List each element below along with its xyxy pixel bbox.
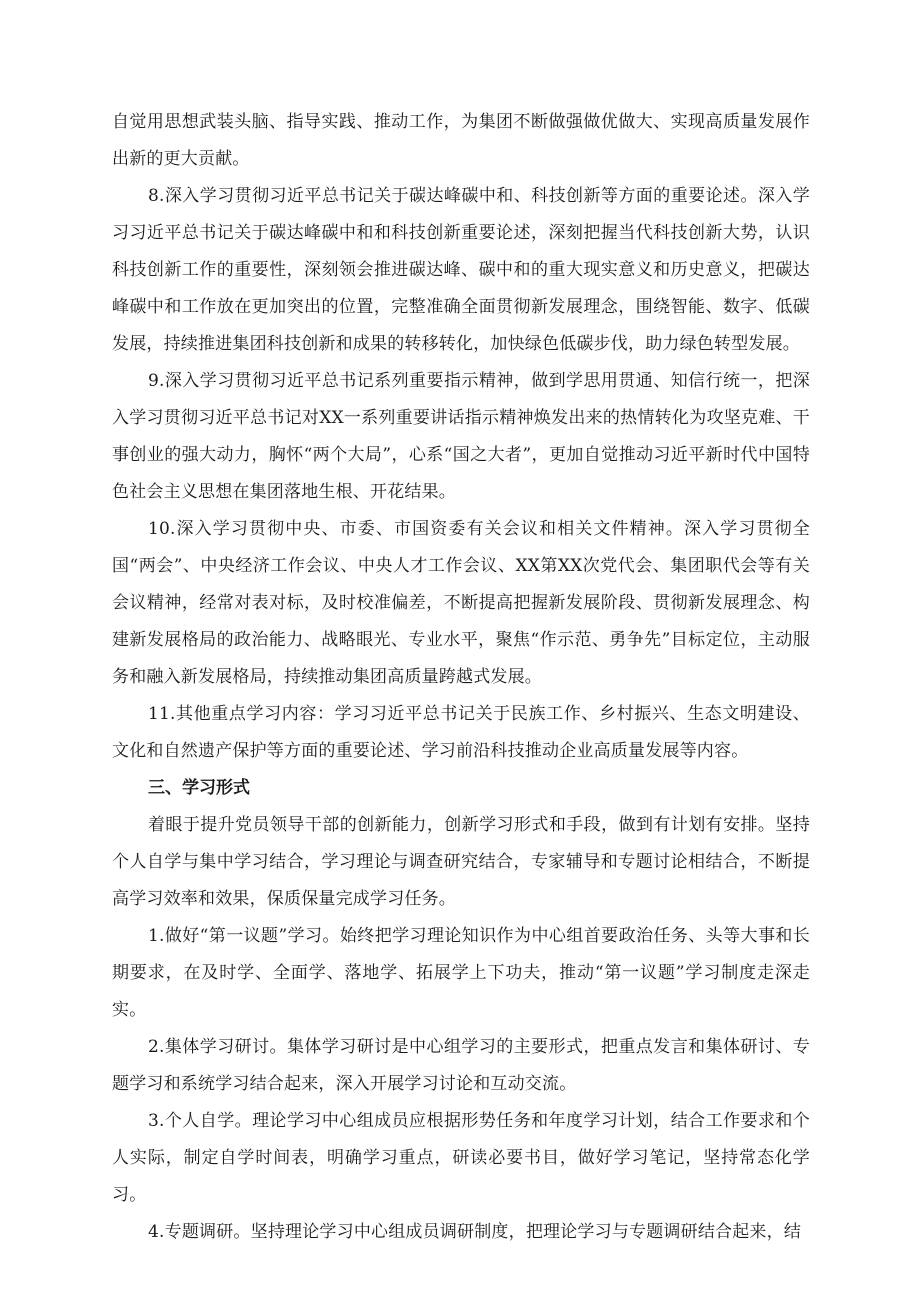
document-page bbox=[112, 104, 810, 1251]
paragraph-item-11: 11.其他重点学习内容：学习习近平总书记关于民族工作、乡村振兴、生态文明建设、文化和自然遗产保护等方面的重要论述、学习前沿科技推动企业高质量发展等内容。 bbox=[112, 704, 810, 761]
paragraph-item-9: 9.深入学习贯彻习近平总书记系列重要指示精神，做到学思用贯通、知信行统一，把深入学习贯彻习近平总书记对XX一系列重要讲话指示精神焕发出来的热情转化为攻坚克难、干事创业的强大动力，胸怀“两个大局”，心系“国之大者”，更加自觉推动习近平新时代中国特色社会主义思想在集团落地生根、开花结果。 bbox=[112, 371, 810, 502]
paragraph-item-8: 8.深入学习贯彻习近平总书记关于碳达峰碳中和、科技创新等方面的重要论述。深入学习习近平总书记关于碳达峰碳中和和科技创新重要论述，深刻把握当代科技创新大势，认识科技创新工作的重要性，深刻领会推进碳达峰、碳中和的重大现实意义和历史意义，把碳达峰碳中和工作放在更加突出的位置，完整准确全面贯彻新发展理念，围绕智能、数字、低碳发展，持续推进集团科技创新和成果的转移转化，加快绿色低碳步伐，助力绿色转型发展。 bbox=[112, 186, 810, 354]
paragraph-item-10: 10.深入学习贯彻中央、市委、市国资委有关会议和相关文件精神。深入学习贯彻全国“两会”、中央经济工作会议、中央人才工作会议、XX第XX次党代会、集团职代会等有关会议精神，经常对表对标，及时校准偏差，不断提高把握新发展阶段、贯彻新发展理念、构建新发展格局的政治能力、战略眼光、专业水平，聚焦“作示范、勇争先”目标定位，主动服务和融入新发展格局，持续推动集团高质量跨越式发展。 bbox=[112, 519, 810, 687]
section-intro-paragraph: 着眼于提升党员领导干部的创新能力，创新学习形式和手段，做到有计划有安排。坚持个人自学与集中学习结合，学习理论与调查研究结合，专家辅导和专题讨论相结合，不断提高学习效率和效果，保质保量完成学习任务。 bbox=[112, 815, 810, 909]
paragraph-continuation: 自觉用思想武装头脑、指导实践、推动工作，为集团不断做强做优做大、实现高质量发展作出新的更大贡献。 bbox=[112, 112, 810, 169]
section-item-1: 1.做好“第一议题”学习。始终把学习理论知识作为中心组首要政治任务、头等大事和长期要求，在及时学、全面学、落地学、拓展学上下功夫，推动“第一议题”学习制度走深走实。 bbox=[112, 926, 810, 1020]
section-item-3: 3.个人自学。理论学习中心组成员应根据形势任务和年度学习计划，结合工作要求和个人实际，制定自学时间表，明确学习重点，研读必要书目，做好学习笔记，坚持常态化学习。 bbox=[112, 1111, 810, 1205]
section-item-2: 2.集体学习研讨。集体学习研讨是中心组学习的主要形式，把重点发言和集体研讨、专题学习和系统学习结合起来，深入开展学习讨论和互动交流。 bbox=[112, 1037, 810, 1094]
section-heading: 三、学习形式 bbox=[148, 778, 250, 798]
section-item-4: 4.专题调研。坚持理论学习中心组成员调研制度，把理论学习与专题调研结合起来，结 bbox=[148, 1222, 802, 1242]
